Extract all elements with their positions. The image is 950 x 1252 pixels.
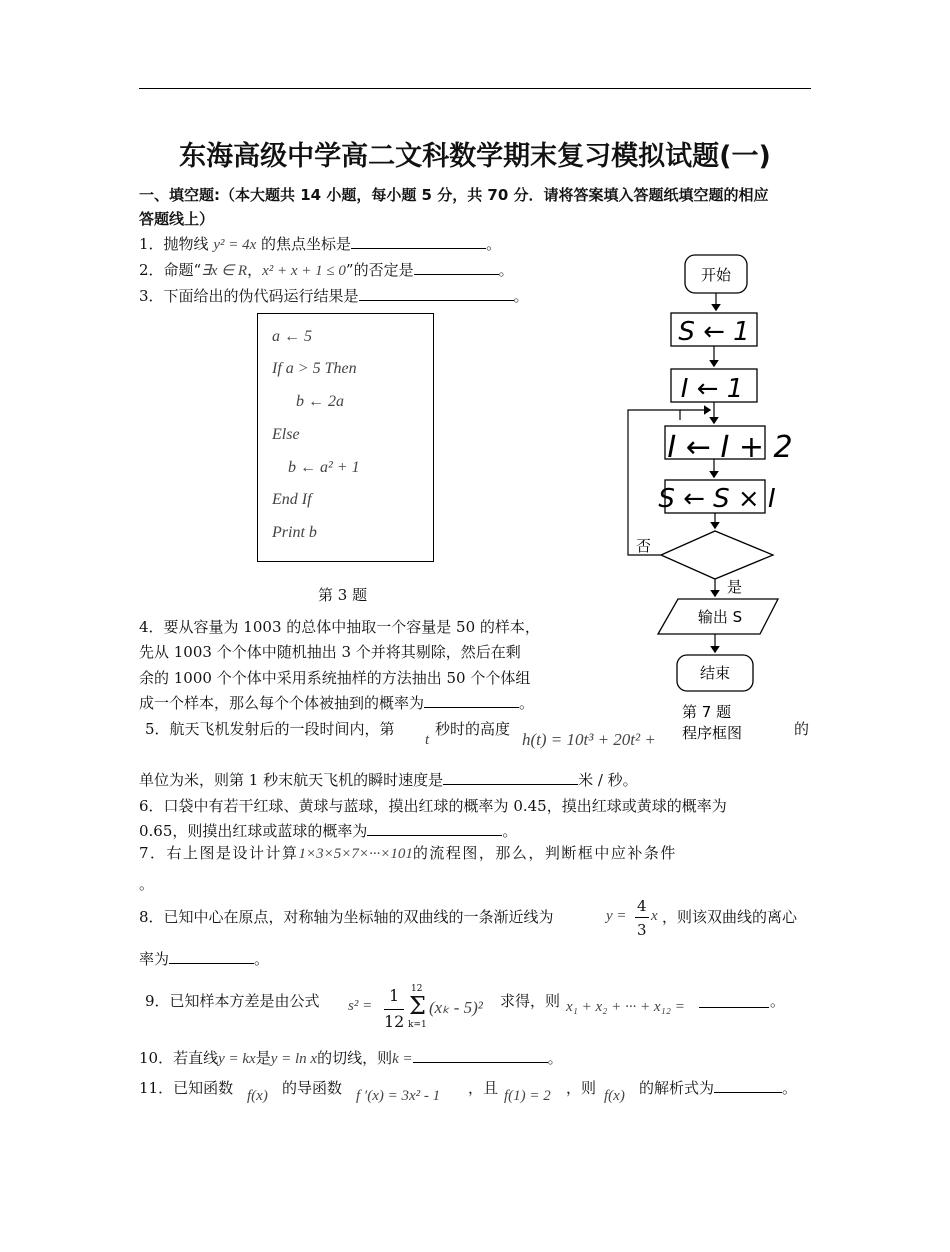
q6-text-line2: 0.65，则摸出红球或蓝球的概率为 — [139, 822, 368, 840]
flow-decision-node — [661, 531, 773, 579]
q4-text: 成一个样本，那么每个个体被抽到的概率为 — [139, 694, 425, 712]
q8-math-x: x — [651, 908, 658, 924]
section-heading-line1: 一、填空题:（本大题共 14 小题，每小题 5 分，共 70 分．请将答案填入答题纸填空题的相应 — [139, 186, 769, 204]
q11-text-mid3: ，则 — [566, 1079, 597, 1097]
question-10 — [139, 1047, 563, 1068]
question-4-line1: 4．要从容量为 1003 的总体中抽取一个容量是 50 的样本， — [139, 618, 540, 636]
q8-text-line2: 率为 — [139, 950, 170, 968]
question-4-line2: 先从 1003 个个体中随机抽出 3 个并将其剔除，然后在剩 — [139, 643, 521, 661]
q9-sigma-top: 12 — [411, 984, 423, 994]
q1-text-post: 的焦点坐标是 — [261, 235, 352, 253]
q1-answer-blank[interactable] — [351, 233, 486, 249]
code-line-1: a ← 5 — [272, 328, 312, 345]
q5-height-label: 秒时的高度 — [435, 720, 511, 738]
q4-end: 。 — [519, 694, 535, 712]
header-rule — [139, 88, 811, 89]
q3-text: 3．下面给出的伪代码运行结果是 — [139, 287, 359, 305]
question-5-line2 — [139, 769, 638, 790]
flowchart — [620, 250, 820, 750]
question-11-text: 11．已知函数 — [139, 1079, 234, 1097]
flow-yes-label: 是 — [727, 578, 743, 596]
q7-math: 1×3×5×7×···×101 — [298, 846, 413, 862]
q10-text-mid2: 的切线，则 — [317, 1049, 393, 1067]
code-caption: 第 3 题 — [318, 586, 368, 604]
q1-end: 。 — [486, 235, 502, 253]
flow-i-update-label: I ← I + 2 — [667, 430, 793, 465]
section-heading-line2: 答题线上） — [139, 210, 215, 228]
code-line-3: b ← 2a — [296, 393, 344, 410]
q2-text: 2．命题“ — [139, 261, 202, 279]
q2-text-post: ”的否定是 — [345, 261, 414, 279]
q11-answer-blank[interactable] — [714, 1077, 782, 1093]
q11-text-post — [639, 1077, 797, 1098]
flow-no-label: 否 — [636, 537, 652, 555]
flow-start-label: 开始 — [700, 266, 732, 284]
q11-end: 。 — [782, 1079, 798, 1097]
flow-s-init-label: S ← 1 — [678, 317, 750, 347]
flow-output-label: 输出 S — [697, 608, 743, 626]
question-6-line2 — [139, 820, 517, 841]
q4-answer-blank[interactable] — [424, 692, 519, 708]
q7-text-post: 的流程图，那么，判断框中应补条件 — [412, 844, 677, 862]
q5-var-t: t — [425, 732, 430, 748]
q8-end: 。 — [254, 950, 270, 968]
question-3 — [139, 285, 529, 306]
q10-math3: k = — [392, 1051, 413, 1067]
q7-text: 7．右上图是设计计算 — [139, 844, 299, 862]
q2-math1: ∃x ∈ R — [201, 263, 248, 279]
q11-f1: f(x) — [247, 1088, 268, 1104]
q9-sum: x₁ + x₂ + ··· + x₁₂ = — [566, 999, 685, 1015]
question-1 — [139, 233, 501, 254]
question-2 — [139, 259, 514, 280]
q2-math2: x² + x + 1 ≤ 0 — [262, 263, 346, 279]
q8-answer-blank[interactable] — [169, 948, 254, 964]
q9-term: (xₖ - 5)² — [429, 998, 483, 1017]
q10-text: 10．若直线 — [139, 1049, 219, 1067]
q8-text: 8．已知中心在原点，对称轴为坐标轴的双曲线的一条渐近线为 — [139, 908, 554, 926]
q9-frac-num: 1 — [389, 986, 400, 1005]
question-8-line1 — [139, 906, 554, 927]
q5-text-line2: 单位为米，则第 1 秒末航天飞机的瞬时速度是 — [139, 771, 444, 789]
flow-s-update-label: S ← S × I — [658, 484, 776, 514]
q11-post: 的解析式为 — [639, 1079, 715, 1097]
q9-sigma-bottom: k=1 — [408, 1020, 427, 1030]
flow-caption-2: 程序框图 — [682, 724, 743, 742]
code-line-7: Print b — [272, 524, 317, 541]
q9-sigma: Σ — [409, 992, 426, 1020]
q10-math1: y = kx — [218, 1051, 256, 1067]
q5-unit: 米 / 秒。 — [578, 771, 638, 789]
q2-comma: ， — [247, 261, 263, 279]
flow-end-label: 结束 — [699, 664, 731, 682]
q3-answer-blank[interactable] — [359, 285, 514, 301]
q9-end: 。 — [770, 992, 786, 1010]
code-line-4: Else — [272, 426, 300, 443]
q8-frac-num: 4 — [637, 897, 647, 915]
question-4-line3: 余的 1000 个个体中采用系统抽样的方法抽出 50 个个体组 — [139, 669, 531, 687]
q8-frac-den: 3 — [637, 921, 647, 939]
q11-text-mid2: ，且 — [468, 1079, 499, 1097]
q8-frac-bar — [635, 917, 649, 918]
q1-math: y² = 4x — [213, 237, 257, 253]
q10-end: 。 — [547, 1049, 563, 1067]
pseudocode-box — [257, 313, 434, 562]
q10-math2: y = ln x — [270, 1051, 318, 1067]
flow-caption-1: 第 7 题 — [682, 703, 732, 721]
q9-s2: s² = — [348, 998, 373, 1014]
question-5-line1 — [145, 718, 395, 739]
question-4-line4 — [139, 692, 534, 713]
q5-answer-blank[interactable] — [443, 769, 578, 785]
q8-math-y: y = — [606, 908, 627, 924]
q11-f2: f(x) — [604, 1088, 625, 1104]
q8-text-post: ，则该双曲线的离心 — [662, 908, 798, 926]
question-7-line1 — [139, 842, 677, 863]
q11-f1-value: f(1) = 2 — [504, 1088, 551, 1104]
q9-frac-den: 12 — [384, 1012, 405, 1031]
q3-end: 。 — [513, 287, 529, 305]
page-title: 东海高级中学高二文科数学期末复习模拟试题(一) — [179, 141, 771, 172]
question-7-line2: 。 — [139, 875, 155, 893]
q11-fprime: f ′(x) = 3x² - 1 — [356, 1088, 441, 1104]
q5-de: 的 — [794, 720, 810, 738]
code-line-6: End If — [272, 491, 312, 508]
q1-text: 1．抛物线 — [139, 235, 209, 253]
code-line-2: If a > 5 Then — [272, 360, 357, 377]
q11-text-mid1: 的导函数 — [282, 1079, 343, 1097]
flow-i-init-label: I ← 1 — [680, 374, 744, 404]
q6-answer-blank[interactable] — [367, 820, 502, 836]
q10-text-mid: 是 — [255, 1049, 271, 1067]
q9-text-mid: 求得，则 — [500, 992, 561, 1010]
code-line-5: b ← a² + 1 — [288, 459, 360, 476]
q2-end: 。 — [498, 261, 514, 279]
q6-end: 。 — [502, 822, 518, 840]
q5-text: 5．航天飞机发射后的一段时间内，第 — [145, 720, 395, 738]
question-6-line1: 6．口袋中有若干红球、黄球与蓝球，摸出红球的概率为 0.45，摸出红球或黄球的概率为 — [139, 797, 727, 815]
q9-frac-bar — [384, 1009, 404, 1010]
q5-formula: h(t) = 10t³ + 20t² + — [522, 730, 656, 749]
question-8-line2 — [139, 948, 269, 969]
question-9-text: 9．已知样本方差是由公式 — [145, 992, 320, 1010]
q10-answer-blank[interactable] — [413, 1047, 548, 1063]
q2-answer-blank[interactable] — [414, 259, 499, 275]
q9-answer-blank[interactable] — [699, 1007, 769, 1008]
